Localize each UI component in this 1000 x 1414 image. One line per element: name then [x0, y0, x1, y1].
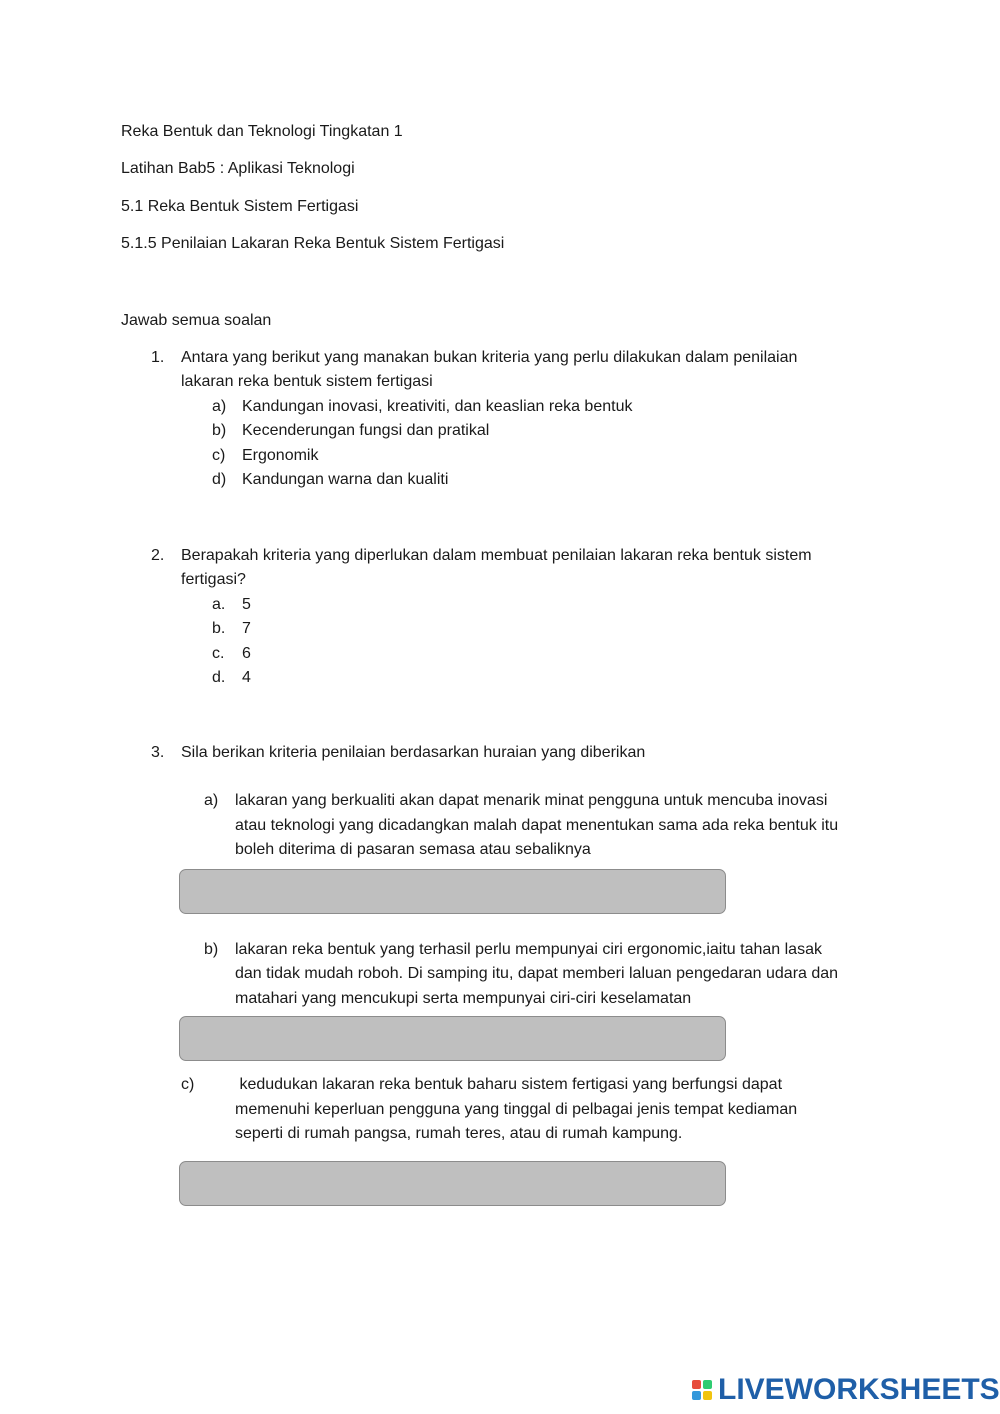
option-b[interactable]: Kecenderungan fungsi dan pratikal [242, 422, 490, 439]
part-text: dan tidak mudah roboh. Di samping itu, dapat memberi laluan pengedaran udara dan [235, 965, 839, 982]
logo-square-icon [692, 1380, 701, 1389]
question-number: 1. [151, 349, 165, 366]
logo-text: LIVEWORKSHEETS [718, 1373, 1000, 1406]
option-b[interactable]: 7 [242, 620, 251, 637]
answer-input-a[interactable] [179, 869, 726, 914]
question-text: lakaran reka bentuk sistem fertigasi [181, 373, 433, 390]
logo-square-icon [692, 1391, 701, 1400]
part-label: b) [204, 941, 219, 958]
instruction: Jawab semua soalan [121, 312, 272, 329]
part-text: seperti di rumah pangsa, rumah teres, atau di rumah kampung. [235, 1125, 683, 1142]
question-number: 2. [151, 547, 165, 564]
subtopic-title: 5.1.5 Penilaian Lakaran Reka Bentuk Sistem Fertigasi [121, 235, 505, 252]
part-text: boleh diterima di pasaran semasa atau sebaliknya [235, 841, 591, 858]
option-label: d. [212, 669, 226, 686]
option-label: d) [212, 471, 227, 488]
option-label: c. [212, 645, 225, 662]
logo-square-icon [703, 1391, 712, 1400]
option-label: b) [212, 422, 227, 439]
option-d[interactable]: 4 [242, 669, 251, 686]
question-text: Antara yang berikut yang manakan bukan kriteria yang perlu dilakukan dalam penilaian [181, 349, 798, 366]
topic-title: 5.1 Reka Bentuk Sistem Fertigasi [121, 198, 359, 215]
part-text: lakaran reka bentuk yang terhasil perlu mempunyai ciri ergonomic,iaitu tahan lasak [235, 941, 822, 958]
liveworksheets-logo [692, 1375, 1000, 1405]
option-c[interactable]: 6 [242, 645, 251, 662]
part-text: memenuhi keperluan pengguna yang tinggal di pelbagai jenis tempat kediaman [235, 1101, 798, 1118]
logo-mark-icon [692, 1380, 712, 1400]
option-label: a. [212, 596, 226, 613]
option-c[interactable]: Ergonomik [242, 447, 319, 464]
question-text: Sila berikan kriteria penilaian berdasarkan huraian yang diberikan [181, 744, 646, 761]
logo-square-icon [703, 1380, 712, 1389]
document-subject: Reka Bentuk dan Teknologi Tingkatan 1 [121, 123, 403, 140]
option-label: a) [212, 398, 227, 415]
answer-input-c[interactable] [179, 1161, 726, 1206]
part-label: a) [204, 792, 219, 809]
part-text: lakaran yang berkualiti akan dapat menarik minat pengguna untuk mencuba inovasi [235, 792, 828, 809]
answer-input-b[interactable] [179, 1016, 726, 1061]
question-text: Berapakah kriteria yang diperlukan dalam membuat penilaian lakaran reka bentuk sistem [181, 547, 812, 564]
option-d[interactable]: Kandungan warna dan kualiti [242, 471, 449, 488]
option-label: c) [212, 447, 226, 464]
part-text: atau teknologi yang dicadangkan malah dapat menentukan sama ada reka bentuk itu [235, 817, 839, 834]
exercise-title: Latihan Bab5 : Aplikasi Teknologi [121, 160, 355, 177]
question-number: 3. [151, 744, 165, 761]
part-text: kedudukan lakaran reka bentuk baharu sistem fertigasi yang berfungsi dapat [235, 1076, 783, 1093]
part-text: matahari yang mencukupi serta mempunyai ciri-ciri keselamatan [235, 990, 692, 1007]
part-label: c) [181, 1076, 195, 1093]
question-text: fertigasi? [181, 571, 246, 588]
option-a[interactable]: Kandungan inovasi, kreativiti, dan keaslian reka bentuk [242, 398, 633, 415]
option-label: b. [212, 620, 226, 637]
option-a[interactable]: 5 [242, 596, 251, 613]
